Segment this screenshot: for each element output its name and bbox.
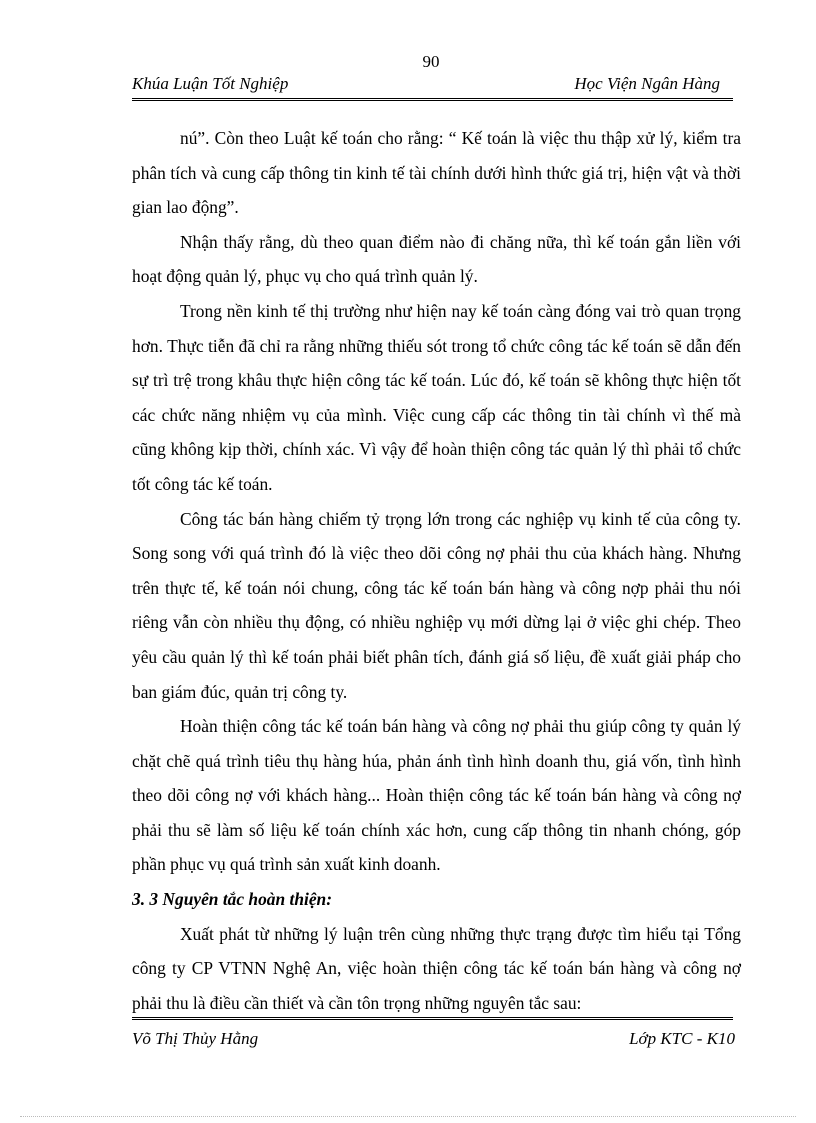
section-heading: 3. 3 Nguyên tắc hoàn thiện: bbox=[132, 889, 333, 910]
paragraph: nú”. Còn theo Luật kế toán cho rằng: “ Kế toán là việc thu thập xử lý, kiểm tra phân tích và cung cấp thông tin kinh tế tài chính dưới hình thức giá trị, hiện vật và thời gian lao động”. bbox=[132, 128, 741, 218]
paragraph: Công tác bán hàng chiếm tỷ trọng lớn trong các nghiệp vụ kinh tế của công ty. Song song với quá trình đó là việc theo dõi công nợ phải thu của khách hàng. Nhưng trên thực tế, kế toán nói chung, công tác kế toán bán hàng và công nợp phải thu nói riêng vẫn còn nhiều thụ động, có nhiều nghiệp vụ mới dừng lại ở việc ghi chép. Theo yêu cầu quản lý thì kế toán phải biết phân tích, đánh giá số liệu, đề xuất giải pháp cho ban giám đúc, quản trị công ty. bbox=[132, 508, 741, 702]
paragraph: Hoàn thiện công tác kế toán bán hàng và công nợ phải thu giúp công ty quản lý chặt chẽ quá trình tiêu thụ hàng húa, phản ánh tình hình doanh thu, giá vốn, tình hình theo dõi công nợ với khách hàng... Hoàn thiện công tác kế toán bán hàng và công nợ phải thu sẽ làm số liệu kế toán chính xác hơn, cung cấp thông tin nhanh chóng, góp phần phục vụ quá trình sản xuất kinh doanh. bbox=[132, 716, 741, 875]
page-number: 90 bbox=[422, 52, 440, 71]
paragraph: Nhận thấy rằng, dù theo quan điểm nào đi chăng nữa, thì kế toán gắn liền với hoạt động quản lý, phục vụ cho quá trình quản lý. bbox=[132, 231, 741, 287]
paragraph: Trong nền kinh tế thị trường như hiện nay kế toán càng đóng vai trò quan trọng hơn. Thực tiễn đã chỉ ra rằng những thiếu sót trong tổ chức công tác kế toán sẽ dẫn đến sự trì trệ trong khâu thực hiện công tác kế toán. Lúc đó, kế toán sẽ không thực hiện tốt các chức năng nhiệm vụ của mình. Việc cung cấp các thông tin tài chính vì thế mà cũng không kịp thời, chính xác. Vì vậy để hoàn thiện công tác quản lý thì phải tổ chức tốt công tác kế toán. bbox=[132, 300, 741, 494]
footer-author: Võ Thị Thủy Hằng bbox=[132, 1029, 259, 1048]
footer-divider bbox=[132, 1017, 733, 1020]
body-text bbox=[132, 121, 741, 1020]
running-header bbox=[132, 74, 720, 98]
page-edge-divider bbox=[20, 1116, 796, 1117]
header-institution: Học Viện Ngân Hàng bbox=[574, 74, 720, 93]
footer-class: Lớp KTC - K10 bbox=[629, 1029, 735, 1048]
running-footer bbox=[132, 1029, 735, 1053]
header-thesis-title: Khúa Luận Tốt Nghiệp bbox=[132, 74, 289, 93]
paragraph: Xuất phát từ những lý luận trên cùng những thực trạng được tìm hiểu tại Tổng công ty CP VTNN Nghệ An, việc hoàn thiện công tác kế toán bán hàng và công nợ phải thu là điều cần thiết và cần tôn trọng những nguyên tắc sau: bbox=[132, 923, 741, 1013]
header-divider bbox=[132, 98, 733, 101]
